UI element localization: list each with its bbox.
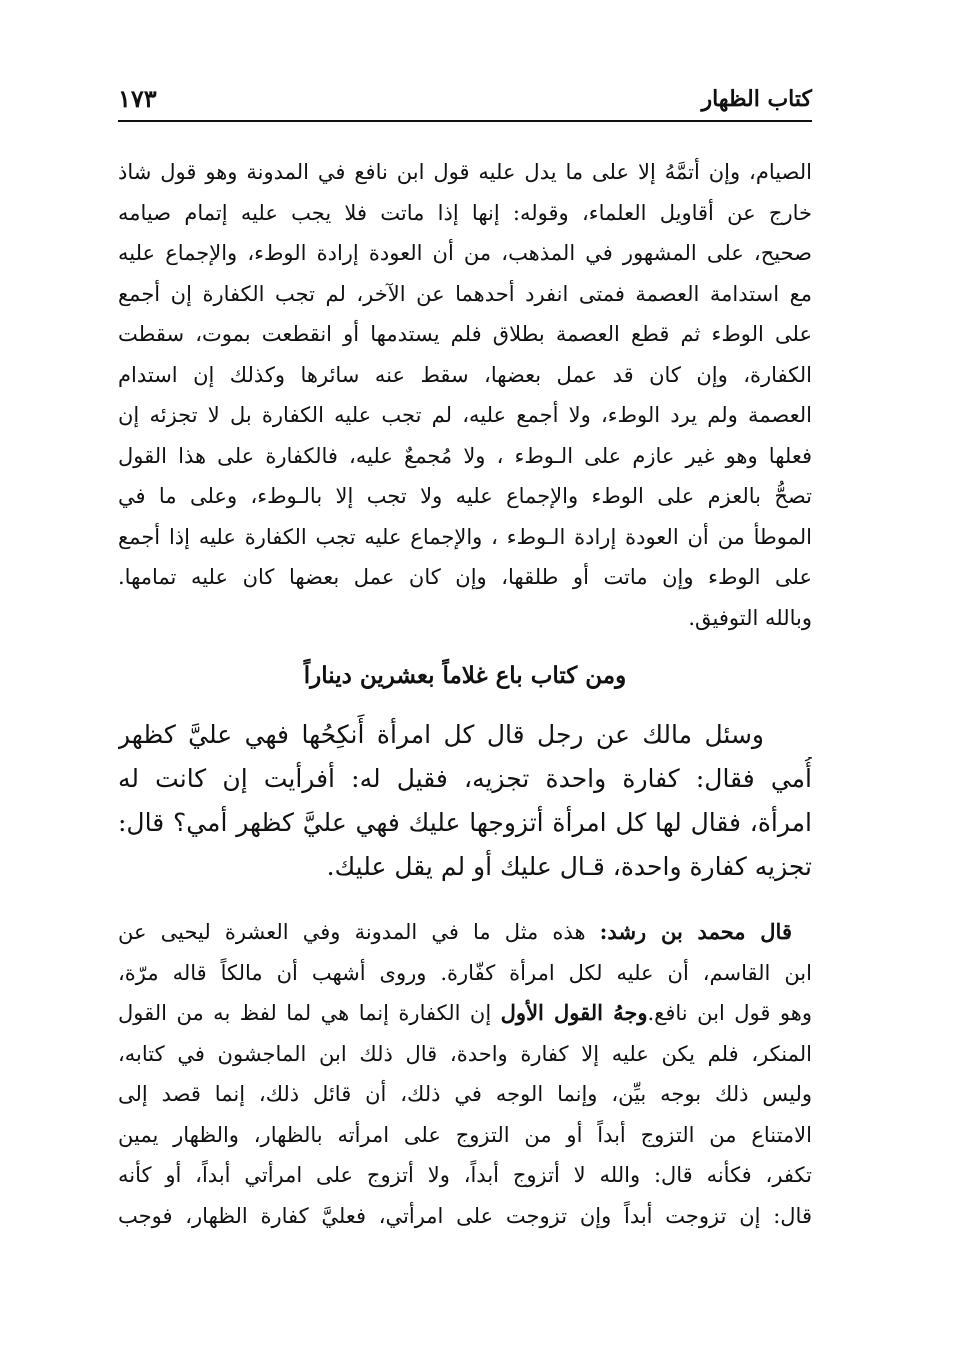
text-line: ابن القاسم، أن عليه لكل امرأة كفّارة. وروى أشهب أن مالكاً قاله مرّة، xyxy=(118,960,812,985)
text-line: المنكر، فلم يكن عليه إلا كفارة واحدة، قال ذلك ابن الماجشون في كتابه، xyxy=(118,1041,812,1066)
text-line: الامتناع من التزوج أبداً أو من التزوج على امرأته بالظهار، والظهار يمين xyxy=(118,1122,812,1147)
page-header xyxy=(118,80,812,122)
text-line xyxy=(118,993,812,1034)
text-line: العصمة ولم يرد الوطء، ولا أجمع عليه، لم تجب عليه الكفارة بل لا تجزئه إن xyxy=(118,403,812,427)
paragraph-1 xyxy=(118,152,812,638)
text-line: صحيح، على المشهور في المذهب، من أن العودة إرادة الوطء، والإجماع عليه xyxy=(118,241,812,265)
line-text: إن الكفارة إنما هي لما لفظ به من القول xyxy=(118,1001,501,1025)
text-line: الموطأ من أن العودة إرادة الـوطء ، والإجماع عليه تجب الكفارة عليه إذا أجمع xyxy=(118,524,812,549)
paragraph-2-question xyxy=(118,713,812,889)
text-line xyxy=(118,912,812,953)
text-line: تصحُّ بالعزم على الوطء والإجماع عليه ولا تجب إلا بالـوطء، وعلى ما في xyxy=(118,484,812,508)
line-text: وهو قول ابن نافع. xyxy=(647,1001,812,1025)
text-line: الكفارة، وإن كان قد عمل بعضها، سقط عنه سائرها وكذلك إن استدام xyxy=(118,362,812,387)
text-line: امرأة، فقال لها كل امرأة أتزوجها عليك فهي عليَّ كظهر أمي؟ قال: xyxy=(118,808,812,837)
running-title: كتاب الظهار xyxy=(701,86,812,112)
line-text: هذه مثل ما في المدونة وفي العشرة ليحيى عن xyxy=(118,920,600,944)
text-line: تكفر، فكأنه قال: والله لا أتزوج أبداً، ولا أتزوج على امرأتي أبداً، أو كأنه xyxy=(118,1163,812,1187)
section-heading: ومن كتاب باع غلاماً بعشرين ديناراً xyxy=(303,662,627,689)
text-line: وسئل مالك عن رجل قال كل امرأة أَنكِحُها فهي عليَّ كظهر xyxy=(118,720,764,749)
text-line: مع استدامة العصمة فمتى انفرد أحدهما عن الآخر، لم تجب الكفارة إن أجمع xyxy=(118,281,812,306)
emphasis-text: وجهُ القول الأول xyxy=(500,1000,648,1025)
text-line: قال: إن تزوجت أبداً وإن تزوجت على امرأتي، فعليَّ كفارة الظهار، فوجب xyxy=(118,1203,812,1228)
text-line: وليس ذلك بوجه بيِّن، وإنما الوجه في ذلك، أن قائل ذلك، إنما قصد إلى xyxy=(118,1082,812,1106)
text-line: على الوطء وإن ماتت أو طلقها، وإن كان عمل بعضها كان عليه تمامها. xyxy=(118,565,812,589)
paragraph-3-commentary xyxy=(118,912,812,1236)
text-line: وبالله التوفيق. xyxy=(688,605,812,630)
text-line: على الوطء ثم قطع العصمة بطلاق فلم يستدمها أو انقطعت بموت، سقطت xyxy=(118,322,812,346)
text-line: فعلها وهو غير عازم على الـوطء ، ولا مُجمعٌ عليه، فالكفارة على هذا القول xyxy=(118,443,812,468)
commentary-lead: قال محمد بن رشد: xyxy=(599,919,792,944)
text-line: خارج عن أقاويل العلماء، وقوله: إنها إذا ماتت فلا يجب عليه إتمام صيامه xyxy=(118,200,812,225)
text-line: تجزيه كفارة واحدة، قـال عليك أو لم يقل عليك. xyxy=(326,852,812,881)
page-number: ١٧٣ xyxy=(118,84,157,113)
text-line: أُمي فقال: كفارة واحدة تجزيه، فقيل له: أفرأيت إن كانت له xyxy=(118,764,812,793)
text-line: الصيام، وإن أتمَّهُ إلا على ما يدل عليه قول ابن نافع في المدونة وهو قول شاذ xyxy=(118,160,812,184)
